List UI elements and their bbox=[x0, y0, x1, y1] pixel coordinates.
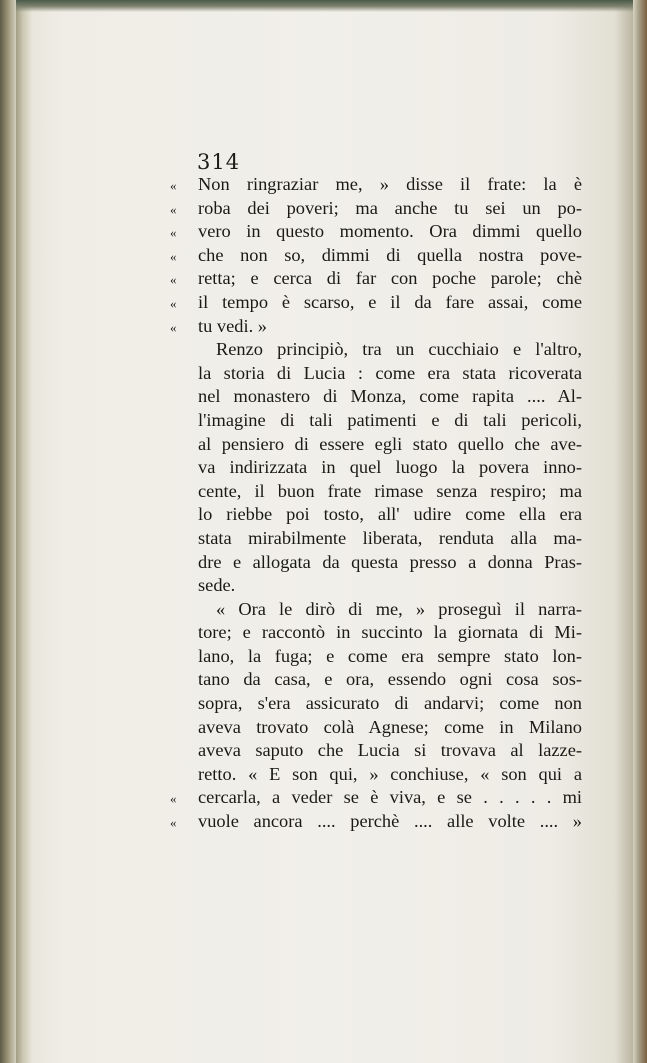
text-line bbox=[170, 220, 582, 244]
text-line bbox=[170, 810, 582, 834]
line-text: lo riebbe poi tosto, all' udire come ella era bbox=[198, 504, 582, 525]
quote-mark: « bbox=[170, 815, 177, 831]
text-line bbox=[170, 267, 582, 291]
text-line bbox=[170, 173, 582, 197]
text-block bbox=[170, 173, 582, 834]
line-text: lano, la fuga; e come era sempre stato lon- bbox=[198, 645, 582, 666]
line-text: l'imagine di tali patimenti e di tali pericoli, bbox=[198, 409, 582, 430]
quote-mark: « bbox=[170, 178, 177, 193]
line-text: il tempo è scarso, e il da fare assai, come bbox=[198, 291, 582, 312]
text-line bbox=[170, 338, 582, 362]
line-text: roba dei poveri; ma anche tu sei un po- bbox=[198, 197, 582, 218]
line-text: Non ringraziar me, » disse il frate: la è bbox=[198, 174, 582, 194]
line-text: aveva saputo che Lucia si trovava al lazze- bbox=[198, 740, 582, 761]
line-text: cente, il buon frate rimase senza respiro; ma bbox=[198, 480, 582, 501]
line-text: al pensiero di essere egli stato quello che ave- bbox=[198, 433, 582, 454]
line-text: tore; e raccontò in succinto la giornata di Mi- bbox=[198, 622, 582, 643]
text-line bbox=[170, 244, 582, 268]
line-text: retta; e cerca di far con poche parole; chè bbox=[198, 268, 582, 289]
quote-mark: « bbox=[170, 248, 177, 264]
line-text: Renzo principiò, tra un cucchiaio e l'altro, bbox=[216, 339, 582, 360]
quote-mark: « bbox=[170, 295, 177, 311]
text-line bbox=[170, 763, 582, 787]
line-text: vuole ancora .... perchè .... alle volte .... » bbox=[198, 811, 582, 832]
line-text: dre e allogata da questa presso a donna Pras- bbox=[198, 551, 582, 572]
line-text: la storia di Lucia : come era stata ricoverata bbox=[198, 362, 582, 383]
page-fore-edge bbox=[633, 0, 647, 1063]
line-text: cercarla, a veder se è viva, e se . . . . . mi bbox=[198, 787, 582, 808]
page-number: 314 bbox=[197, 150, 241, 174]
text-line bbox=[170, 645, 582, 669]
text-line bbox=[170, 362, 582, 386]
quote-mark: « bbox=[170, 791, 177, 807]
text-line bbox=[170, 456, 582, 480]
text-line bbox=[170, 621, 582, 645]
line-text: « Ora le dirò di me, » proseguì il narra- bbox=[216, 598, 582, 619]
text-line bbox=[170, 433, 582, 457]
text-line bbox=[170, 739, 582, 763]
line-text: sede. bbox=[198, 575, 236, 596]
line-text: retto. « E son qui, » conchiuse, « son qui a bbox=[198, 763, 582, 784]
text-line bbox=[170, 527, 582, 551]
text-line bbox=[170, 291, 582, 315]
book-spine-edge bbox=[0, 0, 16, 1063]
line-text: aveva trovato colà Agnese; come in Milano bbox=[198, 716, 582, 737]
quote-mark: « bbox=[170, 272, 177, 288]
text-line bbox=[170, 197, 582, 221]
page-top-edge bbox=[0, 0, 647, 12]
text-line bbox=[170, 668, 582, 692]
text-line bbox=[170, 315, 582, 339]
line-text: nel monastero di Monza, come rapita .... Al- bbox=[198, 386, 582, 407]
text-line bbox=[170, 503, 582, 527]
line-text: stata mirabilmente liberata, renduta alla ma- bbox=[198, 527, 582, 548]
line-text: vero in questo momento. Ora dimmi quello bbox=[198, 221, 582, 242]
quote-mark: « bbox=[170, 225, 177, 241]
quote-mark: « bbox=[170, 201, 177, 217]
line-text: va indirizzata in quel luogo la povera inno- bbox=[198, 457, 582, 478]
text-line bbox=[170, 598, 582, 622]
text-line bbox=[170, 480, 582, 504]
quote-mark: « bbox=[170, 319, 177, 335]
line-text: che non so, dimmi di quella nostra pove- bbox=[198, 244, 582, 265]
text-line bbox=[170, 786, 582, 810]
text-line bbox=[170, 409, 582, 433]
line-text: sopra, s'era assicurato di andarvi; come non bbox=[198, 693, 582, 714]
text-line bbox=[170, 551, 582, 575]
text-line bbox=[170, 574, 582, 598]
text-line bbox=[170, 692, 582, 716]
text-line bbox=[170, 385, 582, 409]
line-text: tano da casa, e ora, essendo ogni cosa sos- bbox=[198, 669, 582, 690]
line-text: tu vedi. » bbox=[198, 315, 267, 336]
text-line bbox=[170, 716, 582, 740]
